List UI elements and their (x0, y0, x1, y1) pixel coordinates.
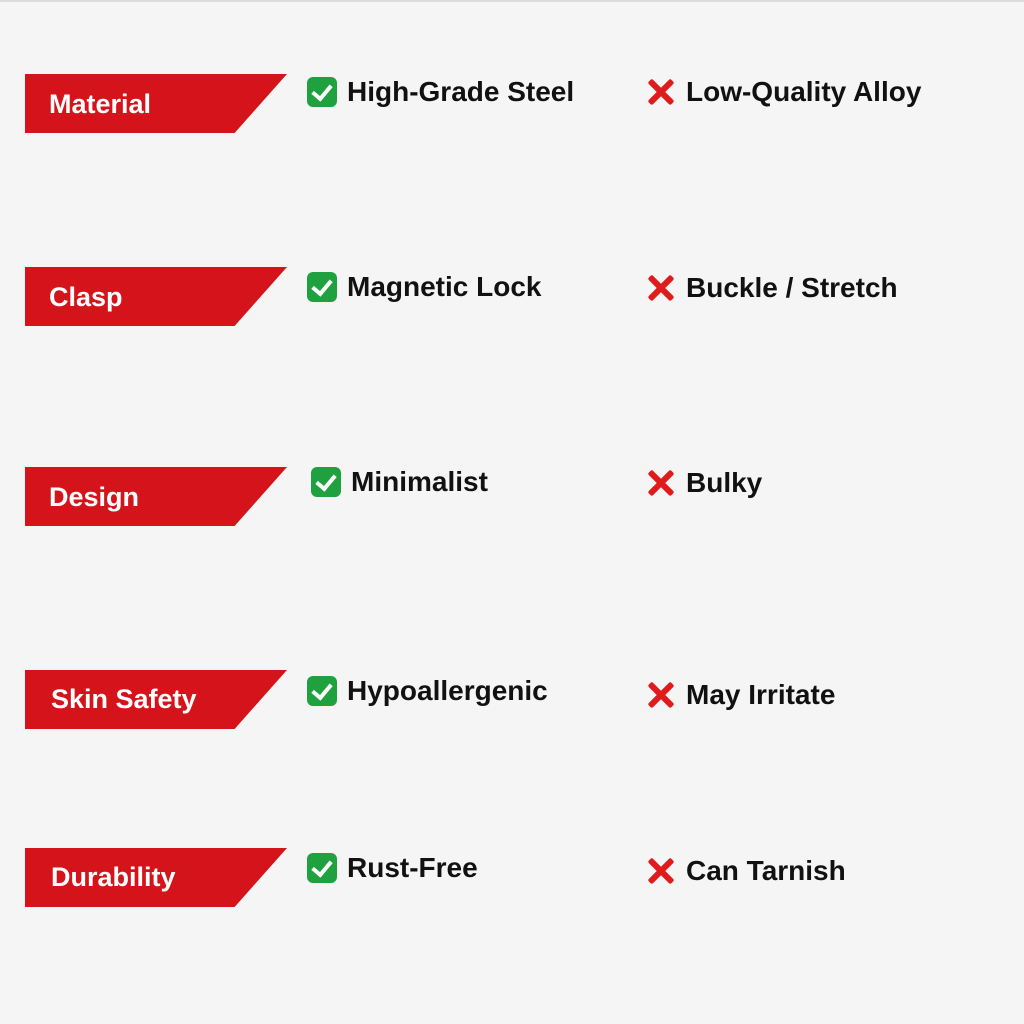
pro-text: Rust-Free (347, 852, 478, 883)
pro-text: Magnetic Lock (347, 271, 542, 302)
con-text: Bulky (686, 467, 763, 498)
con-text: Buckle / Stretch (686, 272, 898, 303)
pro-item (311, 464, 488, 500)
pro-item (307, 269, 541, 305)
check-icon (307, 676, 337, 706)
category-label: Clasp (49, 282, 123, 312)
top-divider (0, 0, 1024, 2)
pro-text: Minimalist (351, 466, 488, 497)
comparison-row-skin-safety (0, 670, 1024, 740)
cross-icon (646, 680, 676, 710)
comparison-row-design (0, 467, 1024, 537)
comparison-row-clasp (0, 267, 1024, 337)
category-label: Material (49, 89, 152, 119)
check-icon (307, 77, 337, 107)
check-icon (307, 272, 337, 302)
con-text: Low-Quality Alloy (686, 76, 922, 107)
cross-icon (646, 468, 676, 498)
con-item (646, 465, 762, 501)
pro-item (307, 74, 574, 110)
pro-text: High-Grade Steel (347, 76, 575, 107)
comparison-row-material (0, 74, 1024, 144)
category-label: Design (49, 482, 140, 512)
con-item (646, 74, 921, 110)
pro-text: Hypoallergenic (347, 675, 548, 706)
con-text: Can Tarnish (686, 855, 846, 886)
con-item (646, 677, 835, 713)
con-item (646, 853, 846, 889)
check-icon (307, 853, 337, 883)
cross-icon (646, 77, 676, 107)
cross-icon (646, 273, 676, 303)
cross-icon (646, 856, 676, 886)
pro-item (307, 673, 548, 709)
category-label: Skin Safety (51, 684, 197, 714)
category-label: Durability (51, 862, 176, 892)
comparison-row-durability (0, 848, 1024, 918)
con-text: May Irritate (686, 679, 836, 710)
con-item (646, 270, 898, 306)
check-icon (311, 467, 341, 497)
pro-item (307, 850, 478, 886)
